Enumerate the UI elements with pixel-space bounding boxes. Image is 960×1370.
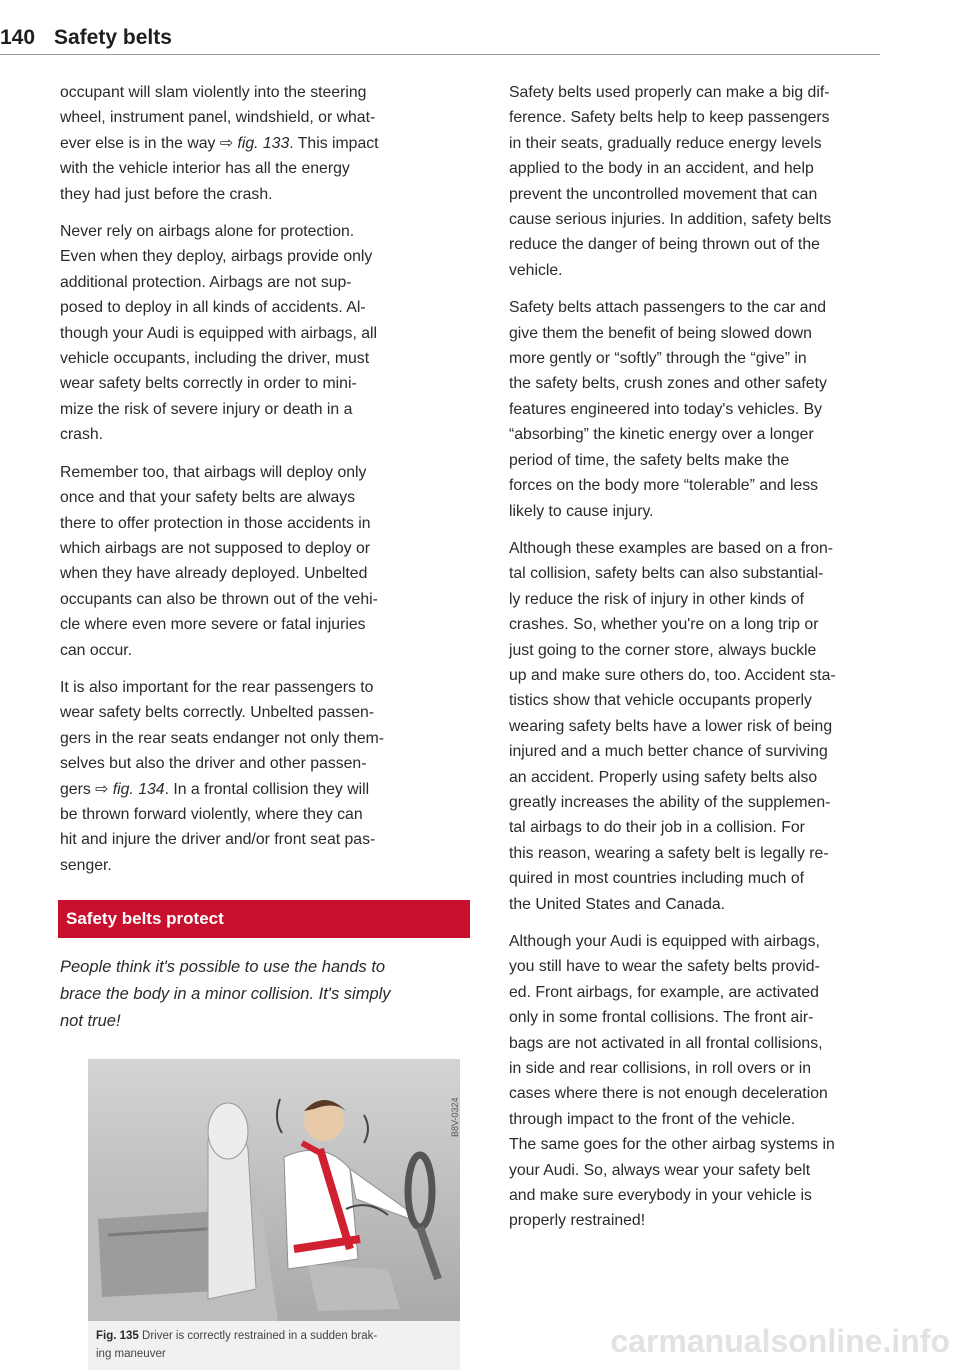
- intro-text: People think it's possible to use the hands to brace the body in a minor collision. It's simply not true!: [60, 958, 391, 1031]
- paragraph: Remember too, that airbags will deploy only once and that your safety belts are always there to offer protection in those accidents in which airbags are not supposed to deploy or when they have already deployed. Unbelted occupants can also be thrown out of the vehi- cle where even more severe or fatal injuries can occur.: [60, 463, 378, 659]
- figure-caption: Fig. 135 Driver is correctly restrained in a sudden brak- ing maneuver: [88, 1321, 460, 1370]
- paragraph: Safety belts used properly can make a big dif- ference. Safety belts help to keep passengers in their seats, gradually reduce energy levels applied to the body in an accident, and help prevent the uncontrolled movement that can cause serious injuries. In addition, safety belts reduce the danger of being thrown out of the vehicle.: [509, 84, 832, 279]
- caption-label: Fig. 135: [96, 1330, 139, 1343]
- figure-reference-link[interactable]: ⇨ fig. 134: [95, 780, 165, 798]
- section-heading: Safety belts protect: [58, 900, 470, 938]
- paragraph: occupant will slam violently into the steering wheel, instrument panel, windshield, or what- ever else is in the way ⇨ fig. 133. This impact with the vehicle interior has all the energy they had just before the crash.: [60, 84, 379, 203]
- figure-code: B8V-0324: [450, 1097, 460, 1138]
- paragraph: Safety belts attach passengers to the car and give them the benefit of being slowed down more gently or “softly” through the “give” in the safety belts, crush zones and other safety features engineered into today's vehicles. By “absorbing” the kinetic energy over a longer period of time, the safety belts make the forces on the body more “tolerable” and less likely to cause injury.: [509, 299, 827, 520]
- page-number: 140: [0, 26, 36, 49]
- section-title: Safety belts: [54, 26, 172, 49]
- paragraph: Although your Audi is equipped with airbags, you still have to wear the safety belts provid- ed. Front airbags, for example, are activated only in some frontal collisions. The front air- bags are not activated in all frontal collisions, in side and rear collisions, in roll overs or in cases where there is not enough deceleration through impact to the front of the vehicle. The same goes for the other airbag systems in your Audi. So, always wear your safety belt and make sure everybody in your vehicle is properly restrained!: [509, 933, 835, 1230]
- paragraph: Although these examples are based on a fron- tal collision, safety belts can also substantial- ly reduce the risk of injury in other kinds of crashes. So, whether you're on a long trip or just going to the corner store, always buckle up and make sure others do, too. Accident sta- tistics show that vehicle occupants properly wearing safety belts have a lower risk of being injured and a much better chance of surviving an accident. Properly using safety belts also greatly increases the ability of the supplemen- tal airbags to do their job in a collision. For this reason, wearing a safety belt is legally re- quired in most countries including much of the United States and Canada.: [509, 539, 836, 913]
- figure-reference-link[interactable]: ⇨ fig. 133: [219, 134, 290, 152]
- paragraph: Never rely on airbags alone for protection. Even when they deploy, airbags provide only additional protection. Airbags are not sup- posed to deploy in all kinds of accidents. Al- though your Audi is equipped with airbags, all vehicle occupants, including the driver, must wear safety belts correctly in order to mini- mize the risk of severe injury or death in a crash.: [60, 223, 378, 444]
- paragraph: It is also important for the rear passengers to wear safety belts correctly. Unbelted passen- gers in the rear seats endanger not only them- selves but also the driver and other passen- gers ⇨ fig. 134. In a frontal collision they will be thrown forward violently, where they can hit and injure the driver and/or front seat pas- senger.: [60, 678, 385, 874]
- watermark-text: carmanualsonline.info: [610, 1323, 950, 1359]
